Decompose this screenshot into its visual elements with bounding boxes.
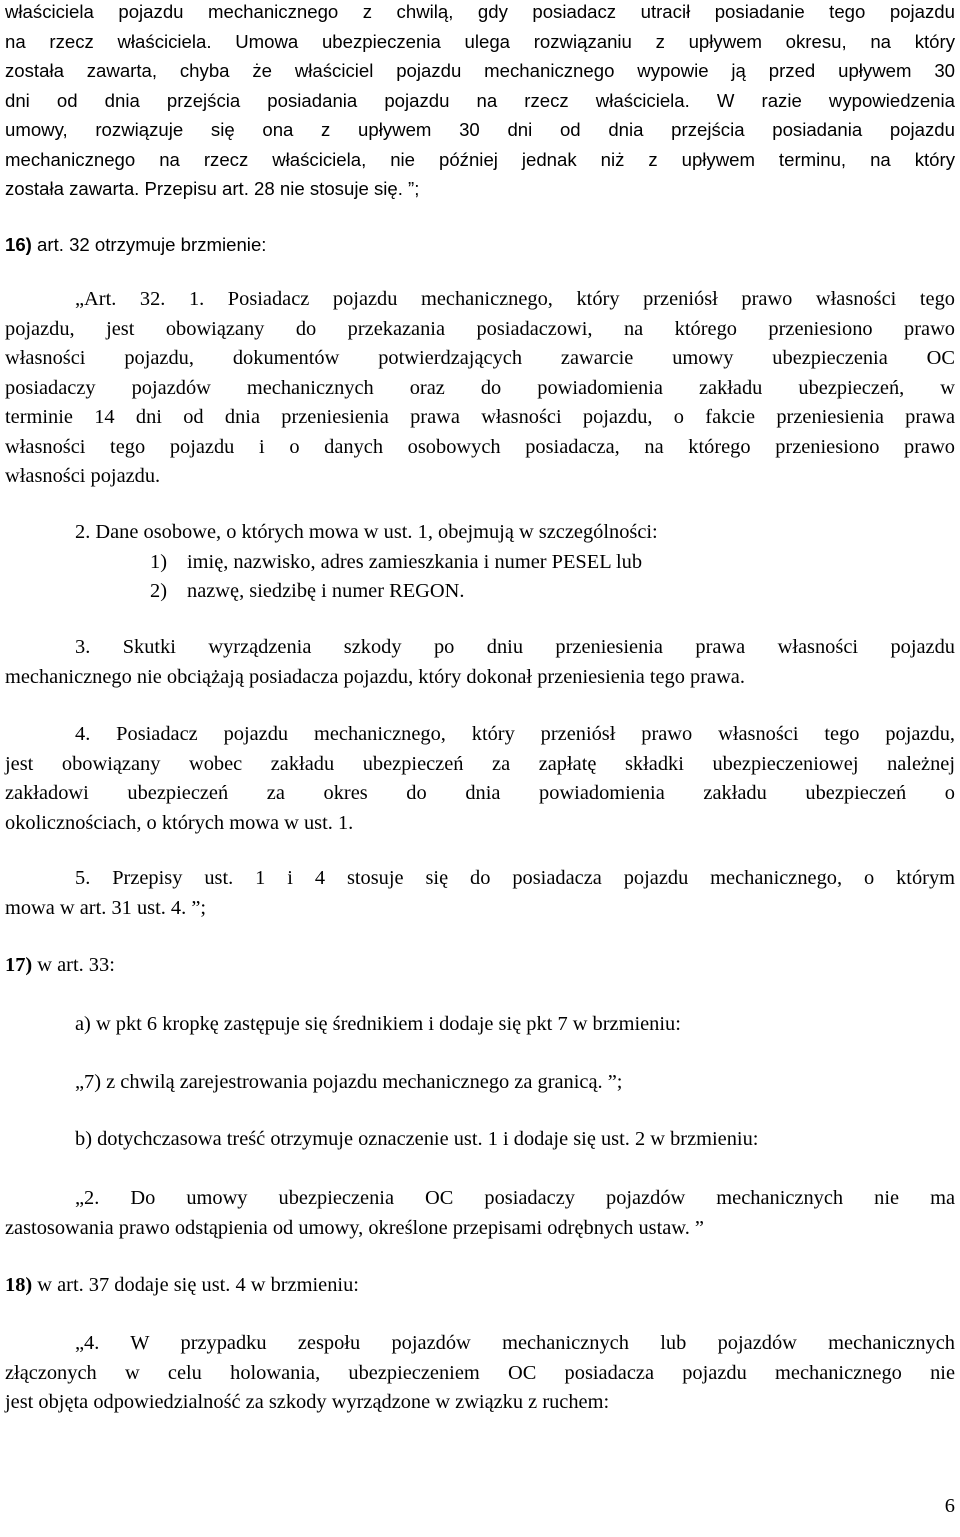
article-32-ust-3 <box>5 633 955 692</box>
paragraph-line: 4. Posiadacz pojazdu mechanicznego, który przeniósł prawo własności tego pojazdu, <box>75 723 955 745</box>
paragraph-line: właściciela pojazdu mechanicznego z chwilą, gdy posiadacz utracił posiadanie tego pojazdu <box>5 1 955 22</box>
list-item-number: 2) <box>150 580 167 602</box>
paragraph-line: „4. W przypadku zespołu pojazdów mechanicznych lub pojazdów mechanicznych <box>75 1332 955 1354</box>
point-17-a: a) w pkt 6 kropkę zastępuje się średnikiem i dodaje się pkt 7 w brzmieniu: <box>75 1013 681 1035</box>
paragraph-line: 5. Przepisy ust. 1 i 4 stosuje się do posiadacza pojazdu mechanicznego, o którym <box>75 867 955 889</box>
list-item-number: 1) <box>150 550 167 573</box>
paragraph-line: własności pojazdu, dokumentów potwierdzających zawarcie umowy ubezpieczenia OC <box>5 347 955 369</box>
paragraph-line: jest obowiązany wobec zakładu ubezpieczeń za zapłatę składki ubezpieczeniowej należnej <box>5 752 955 775</box>
point-text: w art. 33: <box>32 954 115 976</box>
paragraph-line: okolicznościach, o których mowa w ust. 1. <box>5 811 354 834</box>
paragraph-line: została zawarta, chyba że właściciel pojazdu mechanicznego wypowie ją przed upływem 30 <box>5 60 955 81</box>
point-17 <box>5 951 955 981</box>
page-number: 6 <box>944 1495 955 1517</box>
list-item-text: imię, nazwisko, adres zamieszkania i numer PESEL lub <box>187 550 643 573</box>
point-17-b: b) dotychczasowa treść otrzymuje oznaczenie ust. 1 i dodaje się ust. 2 w brzmieniu: <box>75 1128 759 1150</box>
paragraph-line: pojazdu, jest obowiązany do przekazania posiadaczowi, na którego przeniesiono prawo <box>5 317 955 340</box>
paragraph-line: posiadaczy pojazdów mechanicznych oraz do powiadomienia zakładu ubezpieczeń, w <box>5 376 955 399</box>
article-32-ust-5 <box>5 864 955 923</box>
paragraph-line: 2. Dane osobowe, o których mowa w ust. 1, obejmują w szczególności: <box>75 521 658 543</box>
paragraph-line: zakładowi ubezpieczeń za okres do dnia powiadomienia zakładu ubezpieczeń o <box>5 782 955 804</box>
paragraph-line: „2. Do umowy ubezpieczenia OC posiadaczy pojazdów mechanicznych nie ma <box>75 1187 955 1209</box>
article-32-ust-2 <box>5 518 955 607</box>
list-item <box>5 548 955 578</box>
point-18 <box>5 1271 955 1301</box>
paragraph-line: mechanicznego na rzecz właściciela, nie później jednak niż z upływem terminu, na który <box>5 148 955 170</box>
paragraph-line: jest objęta odpowiedzialność za szkody wyrządzone w związku z ruchem: <box>5 1391 610 1413</box>
list-item-text: nazwę, siedzibę i numer REGON. <box>187 580 465 602</box>
paragraph-line: własności pojazdu. <box>5 465 161 487</box>
paragraph-line: „Art. 32. 1. Posiadacz pojazdu mechanicznego, który przeniósł prawo własności tego <box>75 288 955 310</box>
point-number: 18) <box>5 1274 33 1296</box>
point-text: w art. 37 dodaje się ust. 4 w brzmieniu: <box>32 1274 359 1296</box>
article-32-ust-4 <box>5 720 955 838</box>
paragraph-line: terminie 14 dni od dnia przeniesienia prawa własności pojazdu, o fakcie przeniesienia prawa <box>5 406 955 428</box>
paragraph-line: mowa w art. 31 ust. 4. ”; <box>5 896 207 919</box>
point-number: 17) <box>5 954 33 976</box>
list-item <box>5 577 955 607</box>
point-17-a-quote: „7) z chwilą zarejestrowania pojazdu mechanicznego za granicą. ”; <box>75 1071 623 1093</box>
paragraph-line: umowy, rozwiązuje się ona z upływem 30 dni od dnia przejścia posiadania pojazdu <box>5 119 955 140</box>
paragraph-line: została zawarta. Przepisu art. 28 nie stosuje się. ”; <box>5 178 420 199</box>
point-17-b-quote <box>5 1184 955 1243</box>
point-text: art. 32 otrzymuje brzmienie: <box>31 234 267 255</box>
point-16 <box>5 230 955 260</box>
point-18-quote <box>5 1329 955 1418</box>
paragraph-line: zastosowania prawo odstąpienia od umowy, określone przepisami odrębnych ustaw. ” <box>5 1216 704 1239</box>
paragraph-line: mechanicznego nie obciążają posiadacza pojazdu, który dokonał przeniesienia tego prawa. <box>5 665 745 688</box>
paragraph-line: na rzecz właściciela. Umowa ubezpieczenia ulega rozwiązaniu z upływem okresu, na który <box>5 30 955 52</box>
paragraph-line: własności tego pojazdu i o danych osobowych posiadacza, na którego przeniesiono prawo <box>5 435 955 458</box>
paragraph-line: 3. Skutki wyrządzenia szkody po dniu przeniesienia prawa własności pojazdu <box>75 636 955 658</box>
continued-paragraph <box>5 0 955 204</box>
paragraph-line: dni od dnia przejścia posiadania pojazdu na rzecz właściciela. W razie wypowiedzenia <box>5 89 955 111</box>
article-32-ust-1 <box>5 285 955 492</box>
point-number: 16) <box>5 234 32 255</box>
paragraph-line: złączonych w celu holowania, ubezpieczeniem OC posiadacza pojazdu mechanicznego nie <box>5 1361 955 1384</box>
